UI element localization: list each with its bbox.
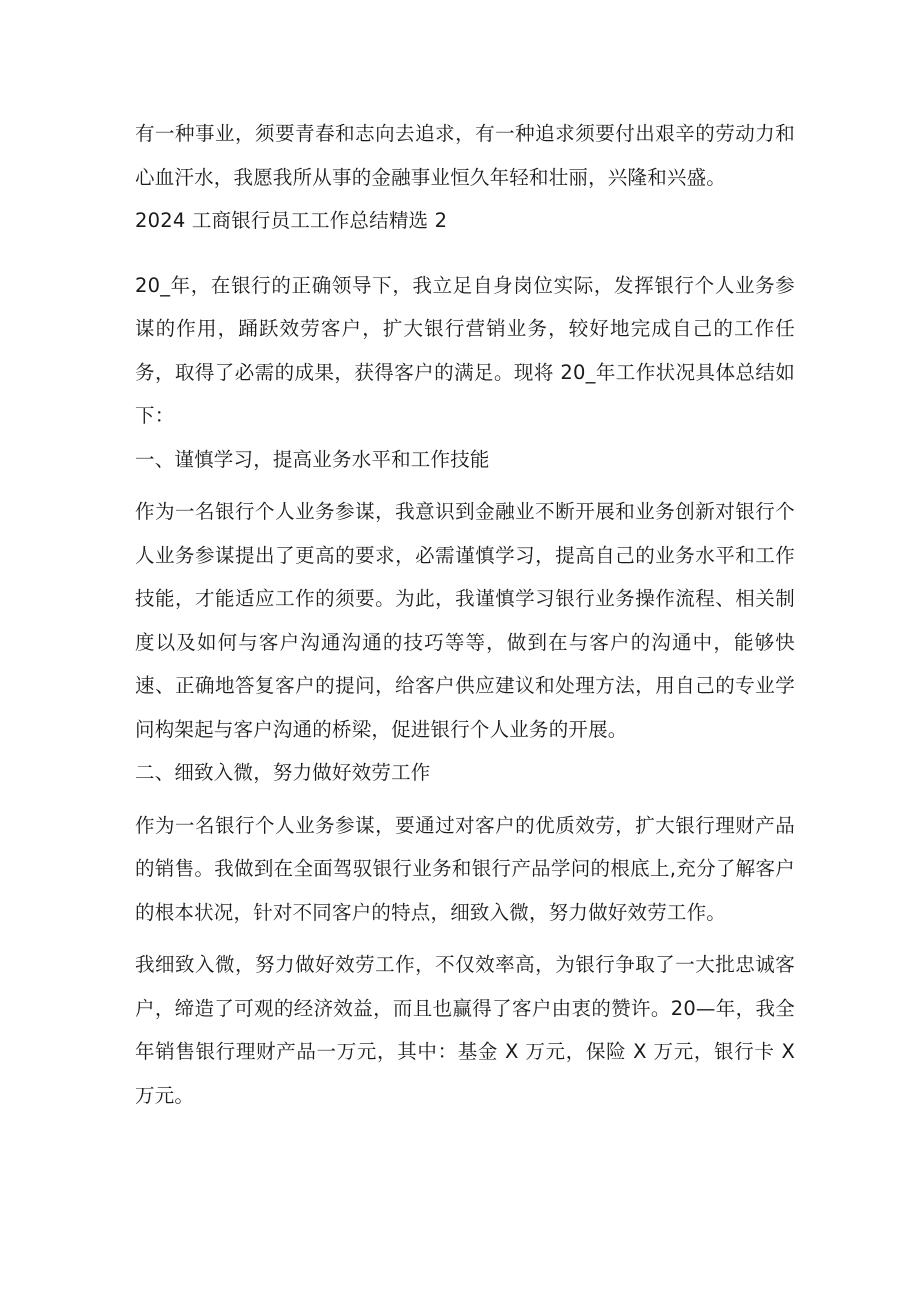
document-section-title: 2024 工商银行员工工作总结精选 2 <box>135 209 448 232</box>
paragraph-intro: 有一种事业，须要青春和志向去追求，有一种追求须要付出艰辛的劳动力和心血汗水，我愿我所从事的金融事业恒久年轻和壮丽，兴隆和兴盛。 <box>135 122 795 189</box>
section-heading-2: 二、细致入微，努力做好效劳工作 <box>135 761 431 784</box>
document-body <box>135 112 795 1117</box>
paragraph-section-2b: 我细致入微，努力做好效劳工作，不仅效率高，为银行争取了一大批忠诚客户，缔造了可观的经济效益，而且也赢得了客户由衷的赞许。20—年，我全年销售银行理财产品一万元，其中：基金 X 万元，保险 X 万元，银行卡 X 万元。 <box>135 953 795 1107</box>
paragraph-summary-intro: 20_年，在银行的正确领导下，我立足自身岗位实际，发挥银行个人业务参谋的作用，踊跃效劳客户，扩大银行营销业务，较好地完成自己的工作任务，取得了必需的成果，获得客户的满足。现将 20_年工作状况具体总结如下： <box>135 273 795 427</box>
section-heading-1: 一、谨慎学习，提高业务水平和工作技能 <box>135 447 490 471</box>
paragraph-section-2a: 作为一名银行个人业务参谋，要通过对客户的优质效劳，扩大银行理财产品的销售。我做到在全面驾驭银行业务和银行产品学问的根底上,充分了解客户的根本状况，针对不同客户的特点，细致入微，努力做好效劳工作。 <box>135 813 795 924</box>
paragraph-section-1: 作为一名银行个人业务参谋，我意识到金融业不断开展和业务创新对银行个人业务参谋提出了更高的要求，必需谨慎学习，提高自己的业务水平和工作技能，才能适应工作的须要。为此，我谨慎学习银行业务操作流程、相关制度以及如何与客户沟通沟通的技巧等等，做到在与客户的沟通中，能够快速、正确地答复客户的提问，给客户供应建议和处理方法，用自己的专业学问构架起与客户沟通的桥梁，促进银行个人业务的开展。 <box>135 500 795 741</box>
